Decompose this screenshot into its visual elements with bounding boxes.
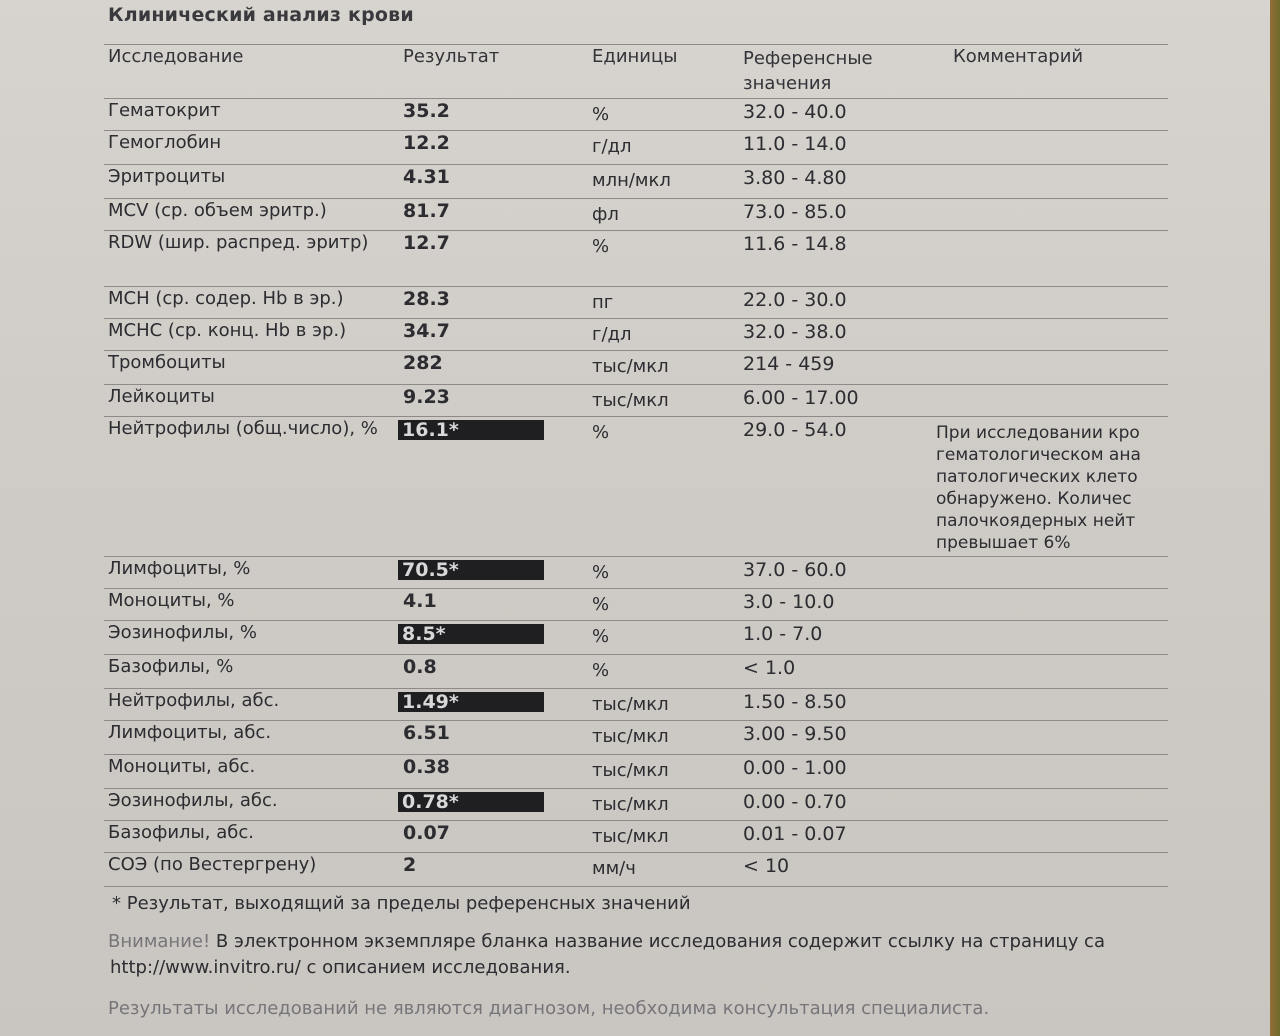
row-units: тыс/мкл [592, 794, 669, 815]
attention-label: Внимание! [108, 931, 211, 952]
row-units: пг [592, 292, 614, 313]
row-separator [104, 820, 1168, 821]
row-study-name: Нейтрофилы (общ.число), % [108, 418, 378, 439]
row-units: мм/ч [592, 858, 636, 879]
table-row [0, 166, 1270, 200]
row-result-flagged: 8.5* [398, 624, 544, 644]
row-reference-range: 11.0 - 14.0 [743, 133, 847, 155]
disclaimer: Результаты исследований не являются диагнозом, необходима консультация специалиста. [108, 998, 990, 1019]
row-units: % [592, 626, 610, 647]
row-comment-line: превышает 6% [936, 533, 1071, 553]
row-study-name: MCV (ср. объем эритр.) [108, 200, 327, 221]
row-separator [104, 318, 1168, 319]
row-separator [104, 754, 1168, 755]
table-row [0, 288, 1270, 320]
row-separator [104, 286, 1168, 287]
header-top-rule [104, 44, 1168, 45]
row-result: 0.07 [403, 822, 450, 844]
table-row [0, 386, 1270, 418]
row-result-flagged: 0.78* [398, 792, 544, 812]
row-units: г/дл [592, 136, 632, 157]
row-separator [104, 384, 1168, 385]
row-reference-range: 37.0 - 60.0 [743, 559, 847, 581]
row-units: % [592, 104, 610, 125]
table-row [0, 558, 1270, 590]
row-units: тыс/мкл [592, 826, 669, 847]
row-reference-range: 0.00 - 1.00 [743, 757, 847, 779]
row-separator [104, 788, 1168, 789]
row-study-name: Моноциты, % [108, 590, 235, 611]
row-study-name: СОЭ (по Вестергрену) [108, 854, 317, 875]
row-reference-range: 3.80 - 4.80 [743, 167, 847, 189]
row-reference-range: 0.00 - 0.70 [743, 791, 847, 813]
row-reference-range: 32.0 - 38.0 [743, 321, 847, 343]
row-reference-range: 1.0 - 7.0 [743, 623, 823, 645]
row-separator [104, 620, 1168, 621]
table-row [0, 132, 1270, 166]
row-result: 35.2 [403, 100, 450, 122]
footnote: * Результат, выходящий за пределы референсных значений [112, 893, 691, 914]
table-row [0, 320, 1270, 352]
row-reference-range: 6.00 - 17.00 [743, 387, 859, 409]
row-study-name: Гематокрит [108, 100, 221, 121]
attention-note [108, 931, 1166, 952]
row-comment-line: гематологическом ана [936, 445, 1141, 465]
row-study-name: MCH (ср. содер. Hb в эр.) [108, 288, 344, 309]
row-result: 12.7 [403, 232, 450, 254]
row-result-flagged: 70.5* [398, 560, 544, 580]
row-study-name: RDW (шир. распред. эритр) [108, 232, 369, 253]
row-reference-range: 214 - 459 [743, 353, 835, 375]
table-row [0, 722, 1270, 756]
table-row [0, 822, 1270, 854]
row-result: 0.38 [403, 756, 450, 778]
row-result: 6.51 [403, 722, 450, 744]
row-study-name: Гемоглобин [108, 132, 222, 153]
header-ref-line1: Референсные [743, 48, 873, 69]
row-result: 34.7 [403, 320, 450, 342]
table-row [0, 100, 1270, 132]
row-study-name: Эозинофилы, % [108, 622, 257, 643]
row-units: тыс/мкл [592, 390, 669, 411]
row-separator [104, 230, 1168, 231]
row-separator [104, 588, 1168, 589]
row-units: тыс/мкл [592, 356, 669, 377]
row-separator [104, 688, 1168, 689]
row-study-name: Тромбоциты [108, 352, 226, 373]
row-comment-line: палочкоядерных нейт [936, 511, 1136, 531]
row-study-name: Базофилы, % [108, 656, 234, 677]
row-result: 0.8 [403, 656, 437, 678]
row-reference-range: < 1.0 [743, 657, 796, 679]
table-row [0, 854, 1270, 888]
table-row [0, 590, 1270, 622]
table-bottom-rule [104, 886, 1168, 887]
row-separator [104, 556, 1168, 557]
table-row [0, 790, 1270, 822]
row-result: 81.7 [403, 200, 450, 222]
row-result: 28.3 [403, 288, 450, 310]
row-reference-range: 1.50 - 8.50 [743, 691, 847, 713]
row-units: млн/мкл [592, 170, 671, 191]
row-study-name: Лимфоциты, % [108, 558, 251, 579]
table-row [0, 352, 1270, 386]
row-study-name: Лейкоциты [108, 386, 215, 407]
table-row [0, 200, 1270, 232]
row-study-name: Моноциты, абс. [108, 756, 256, 777]
row-separator [104, 654, 1168, 655]
row-separator [104, 198, 1168, 199]
row-study-name: Эритроциты [108, 166, 226, 187]
row-separator [104, 164, 1168, 165]
row-result: 4.1 [403, 590, 437, 612]
table-row [0, 656, 1270, 690]
row-result: 12.2 [403, 132, 450, 154]
row-study-name: Базофилы, абс. [108, 822, 254, 843]
row-reference-range: 73.0 - 85.0 [743, 201, 847, 223]
table-row [0, 622, 1270, 656]
row-reference-range: 29.0 - 54.0 [743, 419, 847, 441]
row-result: 282 [403, 352, 443, 374]
row-study-name: Эозинофилы, абс. [108, 790, 278, 811]
row-units: % [592, 236, 610, 257]
row-units: тыс/мкл [592, 726, 669, 747]
row-reference-range: 0.01 - 0.07 [743, 823, 847, 845]
row-units: г/дл [592, 324, 632, 345]
row-reference-range: 3.00 - 9.50 [743, 723, 847, 745]
row-units: % [592, 594, 610, 615]
row-separator [104, 98, 1168, 99]
attention-text: В электронном экземпляре бланка название исследования содержит ссылку на страницу са [215, 931, 1105, 952]
header-study: Исследование [108, 46, 244, 67]
row-units: фл [592, 204, 619, 225]
row-result-flagged: 16.1* [398, 420, 544, 440]
table-row [0, 756, 1270, 790]
header-comment: Комментарий [953, 46, 1084, 67]
row-reference-range: 32.0 - 40.0 [743, 101, 847, 123]
header-ref-line2: значения [743, 73, 832, 94]
row-separator [104, 852, 1168, 853]
row-reference-range: 11.6 - 14.8 [743, 233, 847, 255]
row-comment-line: При исследовании кро [936, 423, 1140, 443]
row-comment-line: обнаружено. Количес [936, 489, 1132, 509]
row-study-name: Лимфоциты, абс. [108, 722, 272, 743]
row-units: % [592, 562, 610, 583]
row-result: 4.31 [403, 166, 450, 188]
row-study-name: MCHC (ср. конц. Hb в эр.) [108, 320, 347, 341]
table-row [0, 232, 1270, 288]
row-units: тыс/мкл [592, 694, 669, 715]
row-units: тыс/мкл [592, 760, 669, 781]
attention-link-text: http://www.invitro.ru/ с описанием исследования. [110, 957, 571, 978]
report-title: Клинический анализ крови [108, 4, 414, 26]
row-study-name: Нейтрофилы, абс. [108, 690, 280, 711]
row-units: % [592, 660, 610, 681]
header-result: Результат [403, 46, 500, 67]
row-reference-range: < 10 [743, 855, 790, 877]
row-separator [104, 720, 1168, 721]
row-separator [104, 350, 1168, 351]
row-result: 2 [403, 854, 417, 876]
row-result: 9.23 [403, 386, 450, 408]
row-reference-range: 22.0 - 30.0 [743, 289, 847, 311]
row-result-flagged: 1.49* [398, 692, 544, 712]
row-reference-range: 3.0 - 10.0 [743, 591, 835, 613]
row-separator [104, 130, 1168, 131]
row-separator [104, 416, 1168, 417]
header-units: Единицы [592, 46, 678, 67]
table-row [0, 418, 1270, 558]
row-units: % [592, 422, 610, 443]
row-comment-line: патологических клето [936, 467, 1138, 487]
table-row [0, 690, 1270, 722]
